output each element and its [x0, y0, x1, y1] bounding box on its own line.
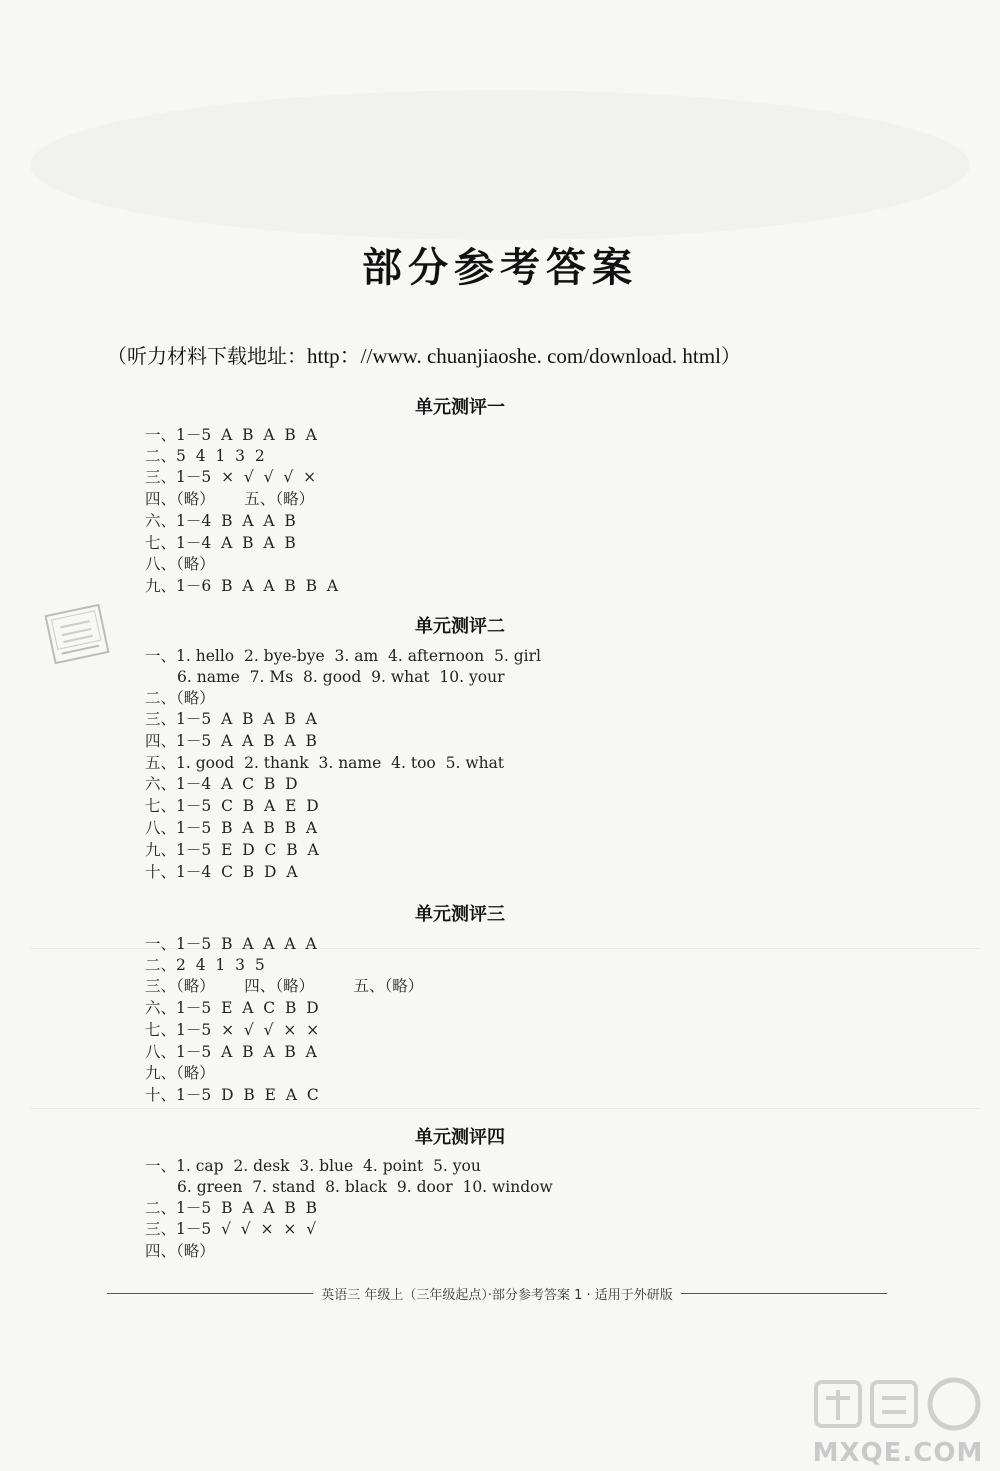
answer-line: 二、1－5 B A A B B [145, 1199, 318, 1217]
answer-line: 五、1. good 2. thank 3. name 4. too 5. what [145, 754, 505, 772]
footer-rule-right [681, 1293, 887, 1294]
answer-line: 九、1－5 E D C B A [145, 841, 319, 859]
answer-line: 十、1－5 D B E A C [145, 1086, 319, 1104]
page-footer [107, 1281, 887, 1305]
answer-line: 二、5 4 1 3 2 [145, 447, 265, 465]
answer-line: 七、1－5 C B A E D [145, 797, 319, 815]
answer-line: 八、1－5 A B A B A [145, 1043, 317, 1061]
answer-line: 一、1－5 B A A A A [145, 935, 317, 953]
site-watermark [808, 1368, 988, 1468]
answer-line: 一、1. hello 2. bye-bye 3. am 4. afternoon 5. girl [145, 647, 541, 665]
answer-line: 三、（略） 四、（略） 五、（略） [145, 977, 424, 995]
answer-line: 二、（略） [145, 689, 215, 707]
answer-line: 6. name 7. Ms 8. good 9. what 10. your [177, 668, 505, 686]
answer-line: 六、1－4 B A A B [145, 512, 296, 530]
answer-line: 三、1－5 × √ √ √ × [145, 468, 317, 486]
download-note [107, 340, 741, 370]
answer-line: 七、1－4 A B A B [145, 534, 296, 552]
unit-3-title: 单元测评三 [415, 904, 505, 925]
footer-text: 英语三 年级上（三年级起点）·部分参考答案 1 · 适用于外研版 [321, 1287, 673, 1303]
download-url[interactable]: http：//www. chuanjiaoshe. com/download. html [307, 344, 721, 368]
answer-line: 九、（略） [145, 1064, 215, 1082]
unit-2-title: 单元测评二 [415, 616, 505, 637]
answer-line: 一、1. cap 2. desk 3. blue 4. point 5. you [145, 1157, 481, 1175]
download-note-suffix: ） [720, 344, 741, 368]
answer-line: 七、1－5 × √ √ × × [145, 1021, 320, 1039]
answer-line: 三、1－5 √ √ × × √ [145, 1220, 317, 1238]
answer-line: 二、2 4 1 3 5 [145, 956, 265, 974]
answer-line: 十、1－4 C B D A [145, 863, 298, 881]
answer-line: 九、1－6 B A A B B A [145, 577, 339, 595]
page-title: 部分参考答案 [362, 245, 638, 291]
watermark-site: MXQE.COM [812, 1438, 984, 1468]
watermark-logo-icon [808, 1368, 988, 1438]
answer-line: 四、（略） [145, 1242, 215, 1260]
answer-line: 四、（略） 五、（略） [145, 490, 315, 508]
answer-line: 八、（略） [145, 555, 215, 573]
footer-rule-left [107, 1293, 313, 1294]
answer-line: 四、1－5 A A B A B [145, 732, 317, 750]
answer-line: 6. green 7. stand 8. black 9. door 10. window [177, 1178, 553, 1196]
scan-smudge [30, 90, 970, 240]
answer-line: 六、1－5 E A C B D [145, 999, 319, 1017]
unit-1-title: 单元测评一 [415, 397, 505, 418]
answer-line: 一、1－5 A B A B A [145, 426, 317, 444]
answer-line: 八、1－5 B A B B A [145, 819, 318, 837]
answer-line: 三、1－5 A B A B A [145, 710, 317, 728]
download-note-prefix: （听力材料下载地址： [107, 344, 307, 368]
answer-line: 六、1－4 A C B D [145, 775, 298, 793]
scan-line [30, 1108, 980, 1109]
unit-4-title: 单元测评四 [415, 1127, 505, 1148]
